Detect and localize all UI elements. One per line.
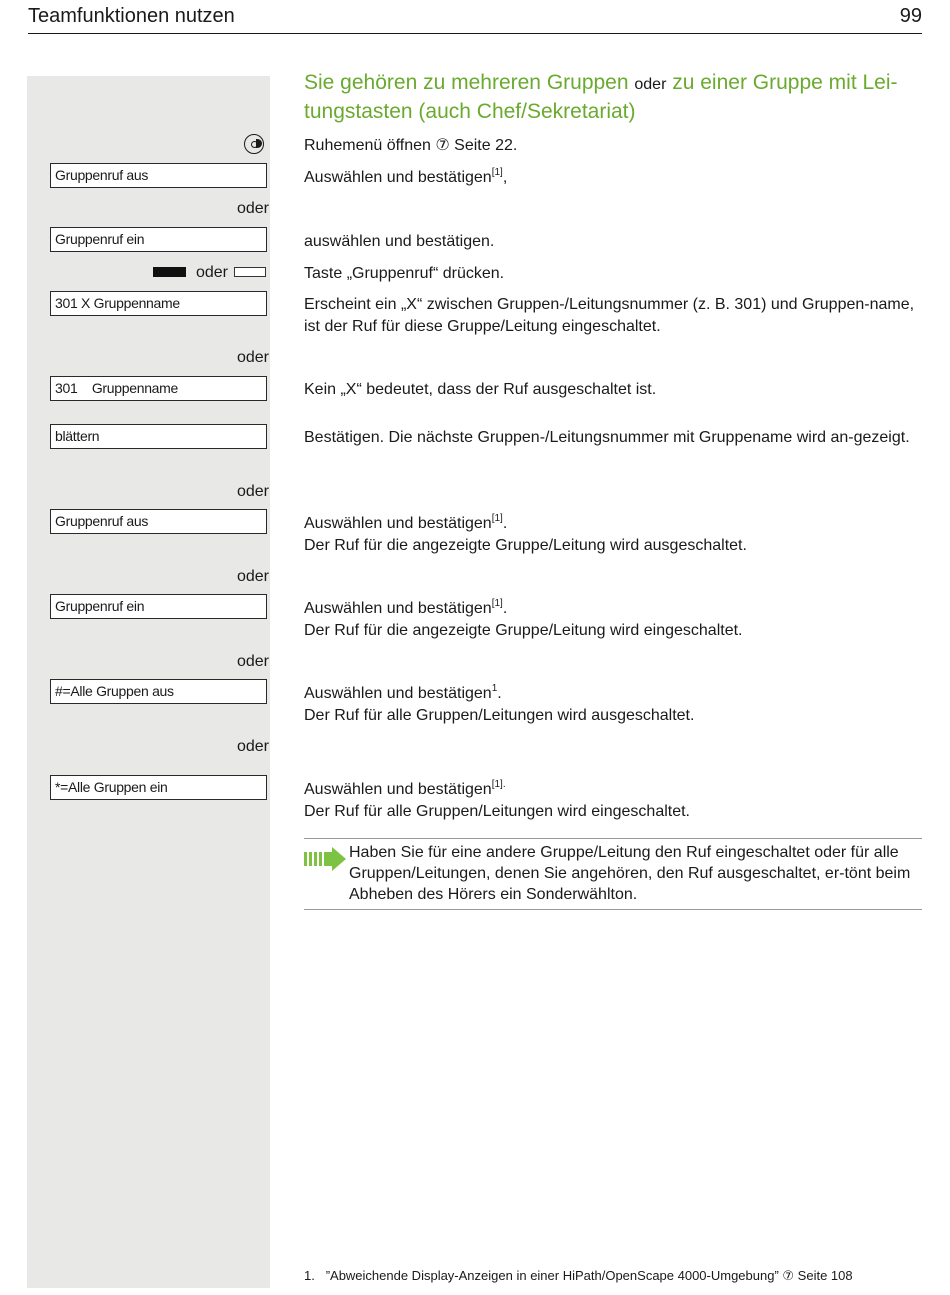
step-tail: , xyxy=(502,169,508,186)
step-tail: . xyxy=(502,600,508,617)
display-gruppenruf-ein-2[interactable]: Gruppenruf ein xyxy=(50,594,267,619)
note-top-rule xyxy=(304,838,922,839)
footnote-ref: [1]. xyxy=(491,779,506,790)
step-select-5 xyxy=(304,683,924,727)
heading-part2: zu einer Gruppe mit Lei-tungstasten (auch Chef/Sekretariat) xyxy=(304,71,898,123)
note-arrow-icon xyxy=(304,847,346,871)
step-select-3 xyxy=(304,513,924,557)
display-blaettern[interactable]: blättern xyxy=(50,424,267,449)
note-text: Haben Sie für eine andere Gruppe/Leitung den Ruf eingeschaltet oder für alle Gruppen/Leitungen, denen Sie angehören, den Ruf ausgeschaltet, er-tönt beim Abheben des Hörers ein Sonderwählton. xyxy=(349,844,911,903)
step-select-4 xyxy=(304,598,924,642)
key-led-on-icon xyxy=(153,267,186,277)
footnote-ref: [1] xyxy=(491,598,503,609)
footnote xyxy=(304,1268,924,1284)
oder-label: oder xyxy=(236,200,269,217)
step-select-6 xyxy=(304,779,924,823)
header-title: Teamfunktionen nutzen xyxy=(28,5,235,27)
display-gruppenruf-ein[interactable]: Gruppenruf ein xyxy=(50,227,267,252)
oder-label: oder xyxy=(236,483,269,500)
step-text: Auswählen und bestätigen xyxy=(304,515,492,532)
step-text: Auswählen und bestätigen xyxy=(304,169,492,186)
step-result: Der Ruf für die angezeigte Gruppe/Leitung wird ausgeschaltet. xyxy=(304,537,747,554)
heading-oder: oder xyxy=(634,76,667,93)
section-heading xyxy=(304,69,924,125)
oder-label: oder xyxy=(236,738,269,755)
heading-part1: Sie gehören zu mehreren Gruppen xyxy=(304,71,635,94)
step-text: Auswählen und bestätigen xyxy=(304,600,492,617)
display-alle-aus[interactable]: #=Alle Gruppen aus xyxy=(50,679,267,704)
oder-label: oder xyxy=(236,349,269,366)
step-text: Auswählen und bestätigen xyxy=(304,781,492,798)
display-alle-ein[interactable]: *=Alle Gruppen ein xyxy=(50,775,267,800)
display-gruppenname-x[interactable]: 301 X Gruppenname xyxy=(50,291,267,316)
nav-control-icon xyxy=(244,134,264,154)
footnote-ref: 1 xyxy=(491,683,498,694)
step-select-1 xyxy=(304,167,924,189)
header-divider xyxy=(28,33,922,34)
step-tail: . xyxy=(497,685,502,702)
footnote-number: 1. xyxy=(304,1268,315,1283)
oder-label: oder xyxy=(195,264,228,281)
footnote-text: ”Abweichende Display-Anzeigen in einer HiPath/OpenScape 4000-Umgebung” ⑦ Seite 108 xyxy=(325,1268,853,1283)
oder-label: oder xyxy=(236,568,269,585)
key-led-off-icon xyxy=(234,267,266,277)
step-text: Auswählen und bestätigen xyxy=(304,685,492,702)
oder-label: oder xyxy=(236,653,269,670)
page-number: 99 xyxy=(899,5,922,27)
step-taste: Taste „Gruppenruf“ drücken. xyxy=(304,265,505,282)
step-x-explain: Erscheint ein „X“ zwischen Gruppen-/Leitungsnummer (z. B. 301) und Gruppen-name, ist der Ruf für diese Gruppe/Leitung eingeschaltet. xyxy=(304,296,915,335)
step-no-x: Kein „X“ bedeutet, dass der Ruf ausgeschaltet ist. xyxy=(304,381,657,398)
footnote-ref: [1] xyxy=(491,513,503,524)
step-ruhemenue: Ruhemenü öffnen ⑦ Seite 22. xyxy=(304,137,518,154)
footnote-ref: [1] xyxy=(491,167,503,178)
step-select-2: auswählen und bestätigen. xyxy=(304,233,495,250)
step-confirm-next: Bestätigen. Die nächste Gruppen-/Leitungsnummer mit Gruppename wird an-gezeigt. xyxy=(304,429,910,446)
display-gruppenruf-aus[interactable]: Gruppenruf aus xyxy=(50,163,267,188)
step-result: Der Ruf für alle Gruppen/Leitungen wird ausgeschaltet. xyxy=(304,707,695,724)
display-gruppenname[interactable]: 301 Gruppenname xyxy=(50,376,267,401)
step-result: Der Ruf für die angezeigte Gruppe/Leitung wird eingeschaltet. xyxy=(304,622,743,639)
note-bottom-rule xyxy=(304,909,922,910)
step-tail: . xyxy=(502,515,508,532)
display-gruppenruf-aus-2[interactable]: Gruppenruf aus xyxy=(50,509,267,534)
step-result: Der Ruf für alle Gruppen/Leitungen wird eingeschaltet. xyxy=(304,803,690,820)
